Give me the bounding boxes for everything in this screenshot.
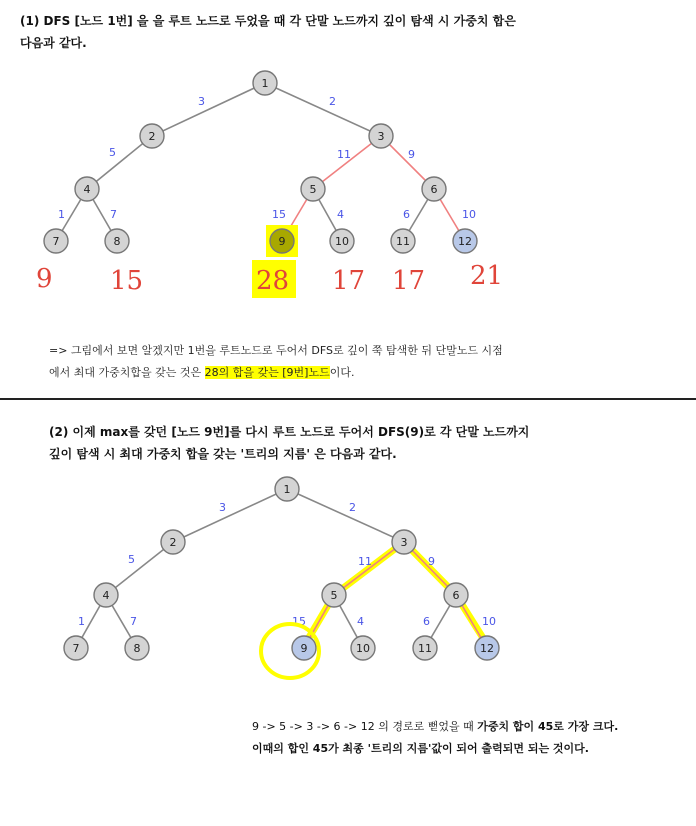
- weight2-6-11: 6: [423, 615, 430, 628]
- node-3: [369, 124, 393, 148]
- tree2-weights: [78, 501, 496, 628]
- edge2-2-4: [106, 542, 173, 595]
- svg-text:1: 1: [261, 77, 269, 90]
- section1-note-line2: [49, 362, 503, 384]
- svg-text:12: 12: [480, 642, 494, 655]
- tree2-diagram: [0, 470, 696, 690]
- edge-3-5: [313, 136, 381, 189]
- tree1-weights: [58, 95, 476, 221]
- svg-text:1: 1: [283, 483, 291, 496]
- node2-9: [292, 636, 316, 660]
- svg-text:5: 5: [309, 183, 317, 196]
- conclusion-line2: [252, 738, 618, 760]
- svg-text:5: 5: [330, 589, 338, 602]
- svg-text:10: 10: [356, 642, 370, 655]
- edge2-1-3: [287, 489, 404, 542]
- weight2-5-9: 15: [292, 615, 306, 628]
- note-line2-pre: 에서 최대 가중치합을 갖는 것은: [49, 366, 205, 379]
- svg-text:11: 11: [396, 235, 410, 248]
- conclusion-line2-bold: 이때의 합인 45가 최종 '트리의 지름'값이 되어 출력되면 되는 것이다.: [252, 742, 589, 755]
- note-line2-post: 이다.: [329, 366, 355, 379]
- weight-4-7: 1: [58, 208, 65, 221]
- node2-1: [275, 477, 299, 501]
- weight-4-8: 7: [110, 208, 117, 221]
- edge2-1-2: [173, 489, 287, 542]
- svg-text:9: 9: [278, 235, 286, 248]
- node-1: [253, 71, 277, 95]
- weight-1-3: 2: [329, 95, 336, 108]
- weight2-5-10: 4: [357, 615, 364, 628]
- section1-heading: [20, 10, 516, 54]
- node2-11: [413, 636, 437, 660]
- conclusion-line1-bold: 가중치 합이 45로 가장 크다.: [477, 720, 619, 733]
- svg-text:8: 8: [133, 642, 141, 655]
- svg-text:6: 6: [452, 589, 460, 602]
- weight-5-10: 4: [337, 208, 344, 221]
- weight2-4-7: 1: [78, 615, 85, 628]
- svg-text:2: 2: [148, 130, 156, 143]
- svg-text:2: 2: [169, 536, 177, 549]
- leaf-sum-10: 17: [332, 266, 366, 296]
- node-12: [453, 229, 477, 253]
- svg-text:3: 3: [400, 536, 408, 549]
- section2-heading-line1: (2) 이제 max를 갖던 [노드 9번]를 다시 루트 노드로 두어서 DFS(9)로 각 단말 노드까지: [49, 425, 530, 439]
- svg-text:4: 4: [102, 589, 110, 602]
- tree1-diagram: [0, 60, 696, 360]
- node2-6: [444, 583, 468, 607]
- node2-2: [161, 530, 185, 554]
- svg-text:10: 10: [335, 235, 349, 248]
- section-divider: [0, 398, 696, 400]
- leaf-sum-7: 9: [36, 264, 53, 294]
- node-8: [105, 229, 129, 253]
- conclusion: [252, 716, 618, 760]
- weight2-3-6: 9: [428, 555, 435, 568]
- note-line2-highlight: 28의 합을 갖는 [9번]노드: [204, 366, 330, 379]
- weight-6-12: 10: [462, 208, 476, 221]
- svg-text:11: 11: [418, 642, 432, 655]
- node2-3: [392, 530, 416, 554]
- conclusion-line1-pre: 9 -> 5 -> 3 -> 6 -> 12 의 경로로 뻗었을 때: [252, 720, 478, 733]
- svg-text:6: 6: [430, 183, 438, 196]
- section1-heading-line1: (1) DFS [노드 1번] 을 을 루트 노드로 두었을 때 각 단말 노드까지 깊이 탐색 시 가중치 합은: [20, 14, 516, 28]
- node-9: [270, 229, 294, 253]
- conclusion-line1: [252, 716, 618, 738]
- weight-6-11: 6: [403, 208, 410, 221]
- section2-heading-line2: 깊이 탐색 시 최대 가중치 합을 갖는 '트리의 지름' 은 다음과 같다.: [49, 447, 397, 461]
- weight-2-4: 5: [109, 146, 116, 159]
- weight2-1-3: 2: [349, 501, 356, 514]
- node-6: [422, 177, 446, 201]
- node-4: [75, 177, 99, 201]
- weight2-3-5: 11: [358, 555, 372, 568]
- weight2-2-4: 5: [128, 553, 135, 566]
- edge2-3-5: [334, 542, 404, 595]
- svg-text:9: 9: [300, 642, 308, 655]
- section1-heading-line2: 다음과 같다.: [20, 36, 87, 50]
- node2-5: [322, 583, 346, 607]
- node2-10: [351, 636, 375, 660]
- node-10: [330, 229, 354, 253]
- node2-4: [94, 583, 118, 607]
- node2-12: [475, 636, 499, 660]
- svg-text:8: 8: [113, 235, 121, 248]
- edge-1-3: [265, 83, 381, 136]
- leaf-sum-8: 15: [110, 266, 144, 296]
- section1-note: [49, 340, 503, 384]
- svg-text:12: 12: [458, 235, 472, 248]
- weight-5-9: 15: [272, 208, 286, 221]
- leaf-sum-11: 17: [392, 266, 426, 296]
- weight2-6-12: 10: [482, 615, 496, 628]
- node-7: [44, 229, 68, 253]
- svg-text:7: 7: [72, 642, 80, 655]
- section2-heading: [49, 421, 529, 465]
- svg-text:4: 4: [83, 183, 91, 196]
- weight-3-5: 11: [337, 148, 351, 161]
- weight-3-6: 9: [408, 148, 415, 161]
- node2-8: [125, 636, 149, 660]
- weight2-1-2: 3: [219, 501, 226, 514]
- svg-text:7: 7: [52, 235, 60, 248]
- svg-text:3: 3: [377, 130, 385, 143]
- leaf-sum-9: 28: [256, 266, 290, 296]
- leaf-sum-12: 21: [470, 261, 504, 291]
- edge-1-2: [152, 83, 265, 136]
- weight2-4-8: 7: [130, 615, 137, 628]
- node-5: [301, 177, 325, 201]
- weight-1-2: 3: [198, 95, 205, 108]
- node-2: [140, 124, 164, 148]
- section1-note-line1: => 그림에서 보면 알겠지만 1번을 루트노드로 두어서 DFS로 깊이 쭉 탐색한 뒤 단말노드 시점: [49, 344, 503, 357]
- node-11: [391, 229, 415, 253]
- node2-7: [64, 636, 88, 660]
- leaf-sums: [36, 261, 503, 296]
